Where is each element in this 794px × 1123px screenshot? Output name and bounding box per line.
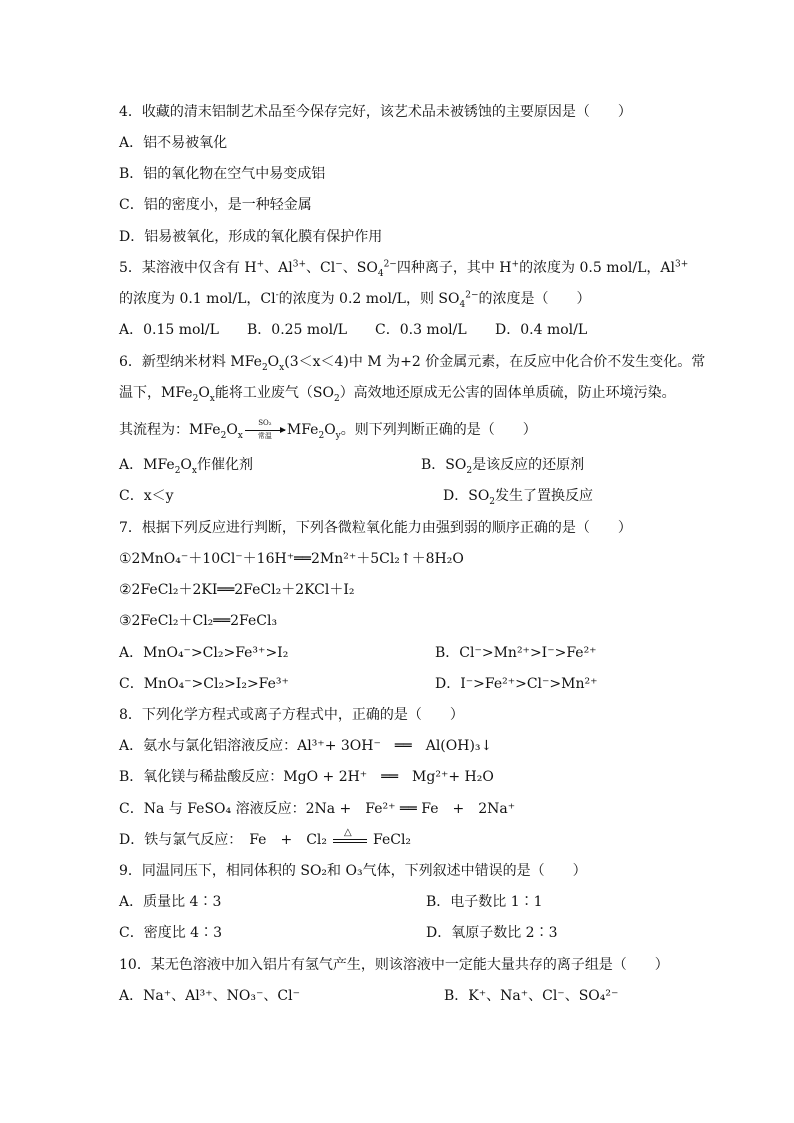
q5-stem-line2: 的浓度为 0.1 mol/L，Cl-的浓度为 0.2 mol/L，则 $SO_4^{2-}$的浓度是（ ） — [119, 290, 591, 310]
q5-stem-line1: 5．某溶液中仅含有 H+、$Al^{3+}$、Cl−、$SO_4^{2-}$四种离子，其中 H+的浓度为 0.5 mol/L，$Al^{3+}$ — [119, 259, 689, 279]
q5-option-d: D．0.4 mol/L — [495, 322, 588, 338]
q7-option-d: D．I⁻>Fe²⁺>Cl⁻>Mn²⁺ — [435, 676, 598, 692]
q9-option-a: A．质量比 4∶3 — [119, 894, 222, 910]
q5-option-b: B．0.25 mol/L — [247, 322, 348, 338]
q7-stem: 7．根据下列反应进行判断，下列各微粒氧化能力由强到弱的顺序正确的是（ ） — [119, 520, 632, 536]
q6-stem-line1: 6．新型纳米材料 $MFe_2O_x(3<x<4)$中 M 为+2 价金属元素，在反应中化合价不发生变化。常 — [119, 354, 706, 373]
q8-stem: 8．下列化学方程式或离子方程式中，正确的是（ ） — [119, 707, 464, 723]
q8-option-c: C．Na 与 FeSO₄ 溶液反应：2Na + Fe²⁺ ══ Fe + 2Na⁺ — [119, 801, 516, 817]
q6-stem-line3: 其流程为：$MFe_2O_x$ $\frac{\text{SO₂}}{\text{常温}}$ $MFe_2O_y$。则下列判断正确的是（ ） — [119, 419, 537, 441]
q4-option-c: C．铝的密度小，是一种轻金属 — [119, 197, 312, 213]
q6-option-d: D．$SO_2$发生了置换反应 — [443, 488, 594, 507]
q10-option-a: A．Na⁺、Al³⁺、NO₃⁻、Cl⁻ — [119, 988, 300, 1004]
q4-stem: 4．收藏的清末铝制艺术品至今保存完好，该艺术品未被锈蚀的主要原因是（ ） — [119, 104, 632, 120]
q10-option-b: B．K⁺、Na⁺、Cl⁻、SO₄²⁻ — [444, 988, 619, 1004]
q8-option-d: D．铁与氯气反应： Fe + Cl₂ △ FeCl₂ — [119, 827, 412, 848]
q7-option-b: B．Cl⁻>Mn²⁺>I⁻>Fe²⁺ — [435, 645, 597, 661]
q6-stem-line2: 温下，$MFe_2O_x$能将工业废气$(SO_2)$高效地还原成无公害的固体单质硫，防止环境污染。 — [119, 385, 676, 404]
q6-option-c: C．x＜y — [119, 488, 174, 504]
q5-option-a: A．0.15 mol/L — [119, 322, 219, 338]
q7-reaction-2: ②2FeCl₂＋2KI══2FeCl₂＋2KCl＋I₂ — [119, 582, 355, 598]
q9-stem: 9．同温同压下，相同体积的 SO₂和 O₃气体，下列叙述中错误的是（ ） — [119, 863, 587, 879]
q9-option-c: C．密度比 4∶3 — [119, 925, 222, 941]
reaction-arrow: $\frac{\text{SO₂}}{\text{常温}}$ — [245, 421, 285, 439]
q9-option-b: B．电子数比 1∶1 — [426, 894, 543, 910]
q7-option-c: C．MnO₄⁻>Cl₂>I₂>Fe³⁺ — [119, 676, 289, 692]
q6-option-b: B．$SO_2$是该反应的还原剂 — [421, 457, 585, 476]
q4-option-a: A．铝不易被氧化 — [119, 135, 228, 151]
q7-reaction-3: ③2FeCl₂＋Cl₂══2FeCl₃ — [119, 613, 278, 629]
q5-option-c: C．0.3 mol/L — [375, 322, 467, 338]
q10-stem: 10．某无色溶液中加入铝片有氢气产生，则该溶液中一定能大量共存的离子组是（ ） — [119, 957, 669, 973]
q6-option-a: A．$MFe_2O_x$作催化剂 — [119, 457, 253, 476]
q7-option-a: A．MnO₄⁻>Cl₂>Fe³⁺>I₂ — [119, 645, 289, 661]
q7-reaction-1: ①2MnO₄⁻＋10Cl⁻＋16H⁺══2Mn²⁺＋5Cl₂↑＋8H₂O — [119, 551, 464, 567]
q8-option-b: B．氧化镁与稀盐酸反应：MgO + 2H⁺ ══ Mg²⁺+ H₂O — [119, 769, 494, 785]
q8-option-a: A．氨水与氯化铝溶液反应：Al³⁺+ 3OH⁻ ══ Al(OH)₃↓ — [119, 738, 493, 754]
heat-condition-sign: △ — [333, 831, 367, 849]
q9-option-d: D．氧原子数比 2∶3 — [426, 925, 558, 941]
q4-option-b: B．铝的氧化物在空气中易变成铝 — [119, 166, 326, 182]
q4-option-d: D．铝易被氧化，形成的氧化膜有保护作用 — [119, 229, 383, 245]
